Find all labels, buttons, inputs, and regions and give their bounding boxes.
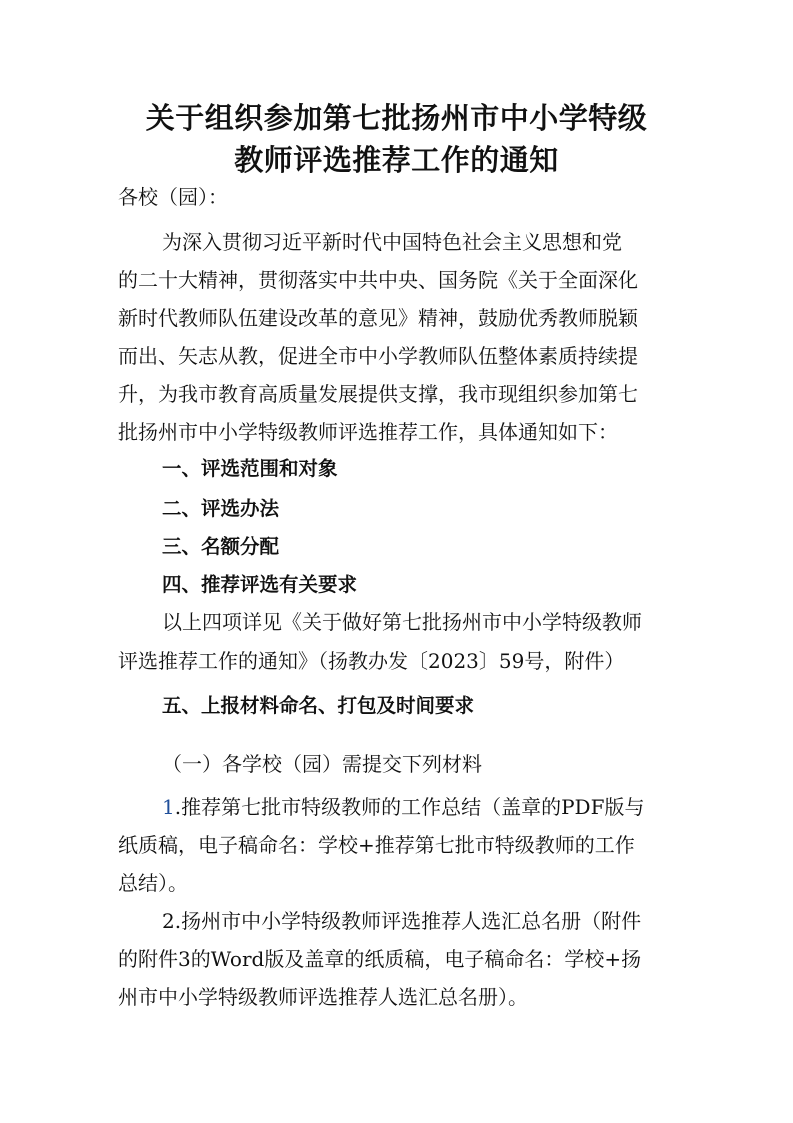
- document-title-line-2: 教师评选推荐工作的通知: [234, 143, 559, 177]
- item-1-number: 1: [162, 795, 175, 819]
- item-2-line-3: 州市中小学特级教师评选推荐人选汇总名册）。: [118, 985, 528, 1009]
- intro-line-2: 的二十大精神，贯彻落实中共中央、国务院《关于全面深化: [118, 268, 638, 292]
- section-heading-5: 五、上报材料命名、打包及时间要求: [162, 694, 475, 717]
- item-1-line-1: [162, 793, 644, 821]
- section-heading-3: 三、名额分配: [162, 535, 280, 558]
- item-2-line-1: 2.扬州市中小学特级教师评选推荐人选汇总名册（附件: [162, 909, 642, 933]
- item-1-line-3: 总结）。: [118, 871, 188, 895]
- item-1-text: .推荐第七批市特级教师的工作总结（盖章的PDF版与: [174, 795, 645, 819]
- subsection-heading-1: （一）各学校（园）需提交下列材料: [162, 752, 482, 776]
- reference-line-2: 评选推荐工作的通知》（扬教办发〔2023〕59号，附件）: [118, 649, 625, 673]
- document-title-line-1: 关于组织参加第七批扬州市中小学特级: [145, 101, 648, 135]
- item-2-line-2: 的附件3的Word版及盖章的纸质稿，电子稿命名：学校+扬: [118, 947, 642, 971]
- intro-line-3: 新时代教师队伍建设改革的意见》精神，鼓励优秀教师脱颖: [118, 306, 638, 330]
- intro-line-5: 升，为我市教育高质量发展提供支撑，我市现组织参加第七: [118, 382, 638, 406]
- reference-line-1: 以上四项详见《关于做好第七批扬州市中小学特级教师: [162, 610, 642, 634]
- intro-line-1: 为深入贯彻习近平新时代中国特色社会主义思想和党: [162, 230, 622, 254]
- intro-line-4: 而出、矢志从教，促进全市中小学教师队伍整体素质持续提: [118, 344, 638, 368]
- intro-line-6: 批扬州市中小学特级教师评选推荐工作，具体通知如下：: [118, 420, 618, 444]
- salutation: 各校（园）：: [118, 185, 228, 209]
- section-heading-1: 一、评选范围和对象: [162, 457, 338, 480]
- item-1-line-2: 纸质稿，电子稿命名：学校+推荐第七批市特级教师的工作: [118, 833, 635, 857]
- section-heading-2: 二、评选办法: [162, 497, 280, 520]
- section-heading-4: 四、推荐评选有关要求: [162, 573, 358, 596]
